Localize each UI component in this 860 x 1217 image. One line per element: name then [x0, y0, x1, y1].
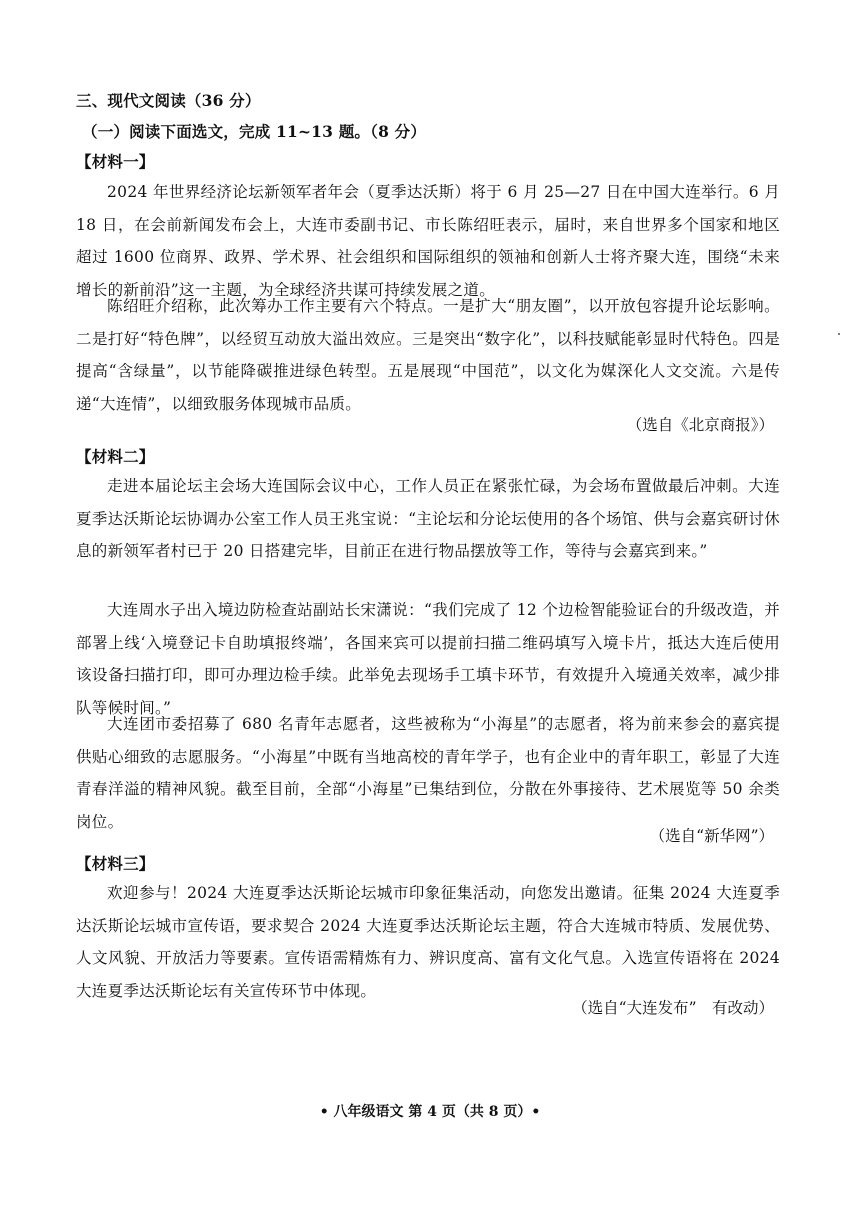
material-1-paragraph: 陈绍旺介绍称，此次筹办工作主要有六个特点。一是扩大“朋友圈”，以开放包容提升论坛影响。二是打好“特色牌”，以经贸互动放大溢出效应。三是突出“数字化”，以科技赋能彰显时代特色。四是提高“含绿量”，以节能降碳推进绿色转型。五是展现“中国范”，以文化为媒深化人文交流。六是传递“大连情”，以细致服务体现城市品质。 [76, 297, 780, 413]
material-1-paragraph: 2024 年世界经济论坛新领军者年会（夏季达沃斯）将于 6 月 25—27 日在中国大连举行。6 月 18 日，在会前新闻发布会上，大连市委副书记、市长陈绍旺表示，届时，来自世界多个国家和地区超过 1600 位商界、政界、学术界、社会组织和国际组织的领袖和创新人士将齐聚大连，围绕“未来增长的新前沿”这一主题，为全球经济共谋可持续发展之道。 [76, 183, 780, 299]
material-3-paragraph: 欢迎参与！2024 大连夏季达沃斯论坛城市印象征集活动，向您发出邀请。征集 2024 大连夏季达沃斯论坛城市宣传语，要求契合 2024 大连夏季达沃斯论坛主题，符合大连城市特质、发展优势、人文风貌、开放活力等要素。宣传语需精炼有力、辨识度高、富有文化气息。入选宣传语将在 2024 大连夏季达沃斯论坛有关宣传环节中体现。 [76, 884, 780, 1000]
material-2-source: （选自“新华网”） [649, 827, 774, 845]
scan-speck [838, 333, 840, 335]
material-2-paragraph: 大连团市委招募了 680 名青年志愿者，这些被称为“小海星”的志愿者，将为前来参会的嘉宾提供贴心细致的志愿服务。“小海星”中既有当地高校的青年学子，也有企业中的青年职工，彰显了大连青春洋溢的精神风貌。截至目前，全部“小海星”已集结到位，分散在外事接待、艺术展览等 50 余类岗位。 [76, 715, 780, 831]
section-heading: 三、现代文阅读（36 分） [76, 91, 261, 110]
material-2-label: 【材料二】 [76, 447, 155, 466]
material-3-source: （选自“大连发布” 有改动） [572, 999, 774, 1017]
material-1-source: （选自《北京商报》） [626, 416, 774, 434]
page-footer: • 八年级语文 第 4 页（共 8 页）• [319, 1104, 541, 1120]
material-3-label: 【材料三】 [76, 854, 155, 873]
material-2-paragraph: 走进本届论坛主会场大连国际会议中心，工作人员正在紧张忙碌，为会场布置做最后冲刺。大连夏季达沃斯论坛协调办公室工作人员王兆宝说：“主论坛和分论坛使用的各个场馆、供与会嘉宾研讨休息的新领军者村已于 20 日搭建完毕，目前正在进行物品摆放等工作，等待与会嘉宾到来。” [76, 477, 780, 560]
part-heading: （一）阅读下面选文，完成 11~13 题。（8 分） [82, 122, 427, 141]
material-1-label: 【材料一】 [76, 152, 155, 171]
material-2-paragraph: 大连周水子出入境边防检查站副站长宋潇说：“我们完成了 12 个边检智能验证台的升级改造，并部署上线‘入境登记卡自助填报终端’，各国来宾可以提前扫描二维码填写入境卡片，抵达大连后使用该设备扫描打印，即可办理边检手续。此举免去现场手工填卡环节，有效提升入境通关效率，减少排队等候时间。” [76, 601, 780, 717]
